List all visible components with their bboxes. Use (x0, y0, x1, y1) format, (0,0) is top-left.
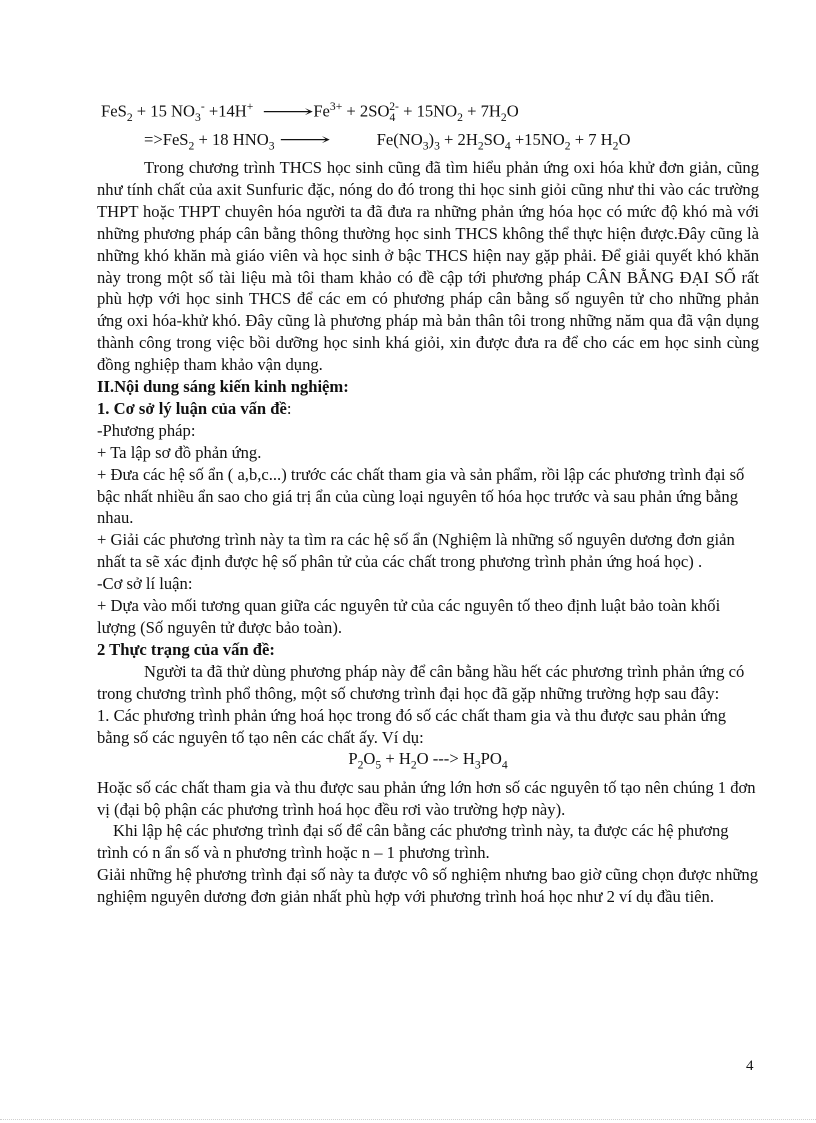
example-equation: $P_2O_5 + H_2O$ ---> $H_3PO_4$ (348, 749, 508, 772)
system-paragraph: Khi lập hệ các phương trình đại số để cân bằng các phương trình này, ta được các hệ phương trình có n ẩn số và n phương trình hoặc n – 1 phương trình. (97, 821, 729, 863)
page-content (97, 96, 759, 908)
basis-text: + Dựa vào mối tương quan giữa các nguyên tử của các nguyên tố theo định luật bảo toàn khối lượng (Số nguyên tử được bảo toàn). (97, 596, 721, 637)
subsection-heading-2: 2 Thực trạng của vấn đề: (97, 639, 275, 659)
case-1b-paragraph: Hoặc số các chất tham gia và thu được sau phản ứng lớn hơn số các nguyên tố tạo nên chúng 1 đơn vị (đại bộ phận các phương trình hoá học đều rơi vào trường hợp này). (97, 777, 756, 819)
method-label: -Phương pháp: (97, 420, 196, 440)
equation-line-1: FeS$_2$ + 15 $NO_3^- +14H^+$ $⟶Fe^{3+} + 2SO_4^{2-} + 15NO_2 + 7H_2O$ (101, 100, 519, 124)
reaction-arrow: ⟶ (261, 101, 314, 121)
subsection-heading-1: 1. Cơ sở lý luận của vấn đề: (97, 398, 292, 418)
intro-paragraph: Trong chương trình THCS học sinh cũng đã tìm hiểu phản ứng oxi hóa khử đơn giản, cũng như tính chất của axit Sunfuric đặc, nóng do đó trong thi học sinh giỏi cũng như thi vào các trường THPT hoặc THPT chuyên hóa người ta đã đưa ra những phản ứng hóa học có mức độ khó mà với những phương pháp cân bằng thông thường học sinh THCS không thể thực hiện được.Đây cũng là những khó khăn mà giáo viên và học sinh ở bậc THCS hiện nay gặp phải. Để giải quyết khó khăn này trong một số tài liệu mà tôi tham khảo có đề cập tới phương pháp CÂN BẰNG ĐẠI SỐ rất phù hợp với học sinh THCS để các em có phương pháp cân bằng số nguyên tử cho những phản ứng oxi hóa-khử khó. Đây cũng là phương pháp mà bản thân tôi trong những năm qua đã vận dụng thành công trong việc bồi dưỡng học sinh khá giỏi, xin được đưa ra để cho các em học sinh cùng đồng nghiệp tham khảo vận dụng. (97, 157, 759, 375)
method-step-2: + Đưa các hệ số ẩn ( a,b,c...) trước các chất tham gia và sản phẩm, rồi lập các phương trình đại số bậc nhất nhiều ẩn sao cho giá trị ẩn của cùng loại nguyên tố hóa học trước và sau phản ứng bằng nhau. (97, 464, 745, 528)
status-paragraph: Người ta đã thử dùng phương pháp này để cân bằng hầu hết các phương trình phản ứng có trong chương trình phổ thông, một số chương trình đại học đã gặp những trường hợp sau đây: (97, 661, 745, 703)
page-number: 4 (746, 1058, 754, 1074)
method-step-3: + Giải các phương trình này ta tìm ra các hệ số ẩn (Nghiệm là những số nguyên dương đơn giản nhất ta sẽ xác định được hệ số phân tử của các chất trong phương trình phản ứng hoá học) . (97, 530, 735, 572)
reaction-arrow: ⟶ (278, 129, 331, 149)
case-1-paragraph: 1. Các phương trình phản ứng hoá học trong đó số các chất tham gia và thu được sau phản ứng bằng số các nguyên tố tạo nên các chất ấy. Ví dụ: (97, 705, 727, 747)
eq1-fes2: FeS (101, 101, 127, 121)
section-heading-ii: II.Nội dung sáng kiến kinh nghiệm: (97, 377, 349, 397)
basis-label: -Cơ sở lí luận: (97, 574, 193, 594)
solve-paragraph: Giải những hệ phương trình đại số này ta được vô số nghiệm nhưng bao giờ cũng chọn được những nghiệm nguyên dương đơn giản nhất phù hợp với phương trình hoá học như 2 ví dụ đầu tiên. (97, 865, 758, 907)
page-bottom-divider (0, 1119, 816, 1120)
method-step-1: + Ta lập sơ đồ phản ứng. (97, 442, 262, 462)
equation-line-2: =>FeS$_2$ + 18 $HNO_3$ ⟶ $Fe(NO_3)_3 + 2H_2SO_4 +15NO_2 + 7$ $H_2O$ (144, 129, 631, 153)
